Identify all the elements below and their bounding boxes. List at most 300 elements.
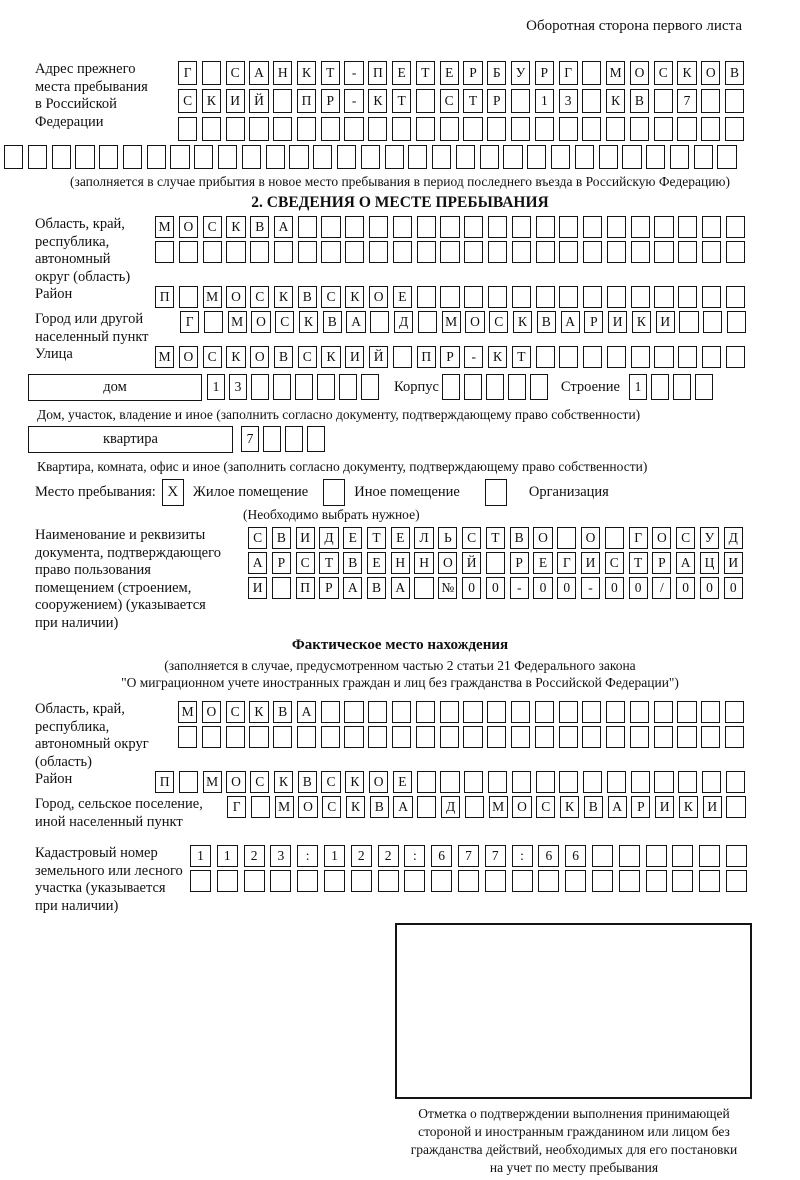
char-box[interactable]	[99, 145, 118, 169]
char-box[interactable]: -	[344, 61, 363, 85]
char-box[interactable]: О	[465, 311, 484, 333]
char-box[interactable]	[630, 726, 649, 748]
char-box[interactable]	[583, 286, 602, 308]
char-box[interactable]	[393, 241, 412, 263]
char-box[interactable]	[646, 845, 667, 867]
char-box[interactable]	[654, 726, 673, 748]
char-box[interactable]	[559, 701, 578, 723]
char-box[interactable]	[179, 286, 198, 308]
char-box[interactable]	[672, 870, 693, 892]
char-box[interactable]	[170, 145, 189, 169]
char-box[interactable]	[458, 870, 479, 892]
char-box[interactable]	[606, 701, 625, 723]
char-box[interactable]: К	[202, 89, 221, 113]
char-box[interactable]: /	[652, 577, 671, 599]
char-box[interactable]: Ь	[438, 527, 457, 549]
char-box[interactable]	[654, 89, 673, 113]
char-box[interactable]	[725, 117, 744, 141]
char-box[interactable]: А	[676, 552, 695, 574]
char-box[interactable]: Т	[463, 89, 482, 113]
char-box[interactable]: -	[581, 577, 600, 599]
char-box[interactable]: Д	[441, 796, 460, 818]
char-box[interactable]: :	[297, 845, 318, 867]
char-box[interactable]: Е	[393, 771, 412, 793]
char-box[interactable]	[416, 701, 435, 723]
char-box[interactable]	[527, 145, 546, 169]
char-box[interactable]	[393, 216, 412, 238]
char-box[interactable]	[512, 286, 531, 308]
char-box[interactable]: С	[275, 311, 294, 333]
char-box[interactable]	[702, 346, 721, 368]
char-box[interactable]	[345, 241, 364, 263]
char-box[interactable]: С	[296, 552, 315, 574]
char-box[interactable]	[416, 117, 435, 141]
char-box[interactable]	[202, 726, 221, 748]
char-box[interactable]	[361, 145, 380, 169]
char-box[interactable]: Г	[180, 311, 199, 333]
char-box[interactable]: Й	[369, 346, 388, 368]
char-box[interactable]	[619, 845, 640, 867]
char-box[interactable]	[463, 117, 482, 141]
char-box[interactable]	[414, 577, 433, 599]
char-box[interactable]: С	[440, 89, 459, 113]
char-box[interactable]	[417, 216, 436, 238]
char-box[interactable]	[417, 771, 436, 793]
char-box[interactable]: А	[248, 552, 267, 574]
char-box[interactable]	[404, 870, 425, 892]
char-box[interactable]	[263, 426, 281, 452]
char-box[interactable]: 1	[535, 89, 554, 113]
char-box[interactable]: Р	[584, 311, 603, 333]
char-box[interactable]	[392, 701, 411, 723]
char-box[interactable]: 3	[559, 89, 578, 113]
char-box[interactable]: М	[155, 216, 174, 238]
char-box[interactable]	[725, 726, 744, 748]
char-box[interactable]: М	[178, 701, 197, 723]
char-box[interactable]: 2	[378, 845, 399, 867]
char-box[interactable]	[321, 117, 340, 141]
char-box[interactable]	[559, 216, 578, 238]
char-box[interactable]: Е	[440, 61, 459, 85]
char-box[interactable]	[503, 145, 522, 169]
char-box[interactable]	[726, 241, 745, 263]
char-box[interactable]	[703, 311, 722, 333]
char-box[interactable]	[321, 701, 340, 723]
char-box[interactable]: Ц	[700, 552, 719, 574]
char-box[interactable]: 0	[557, 577, 576, 599]
char-box[interactable]: К	[560, 796, 579, 818]
char-box[interactable]	[599, 145, 618, 169]
char-box[interactable]	[606, 726, 625, 748]
char-box[interactable]	[654, 286, 673, 308]
char-box[interactable]: Д	[394, 311, 413, 333]
char-box[interactable]	[321, 216, 340, 238]
char-box[interactable]	[622, 145, 641, 169]
char-box[interactable]	[273, 89, 292, 113]
char-box[interactable]: Т	[321, 61, 340, 85]
char-box[interactable]: К	[299, 311, 318, 333]
char-box[interactable]: 1	[324, 845, 345, 867]
char-box[interactable]	[701, 89, 720, 113]
char-box[interactable]: Н	[391, 552, 410, 574]
char-box[interactable]	[147, 145, 166, 169]
char-box[interactable]: К	[679, 796, 698, 818]
char-box[interactable]	[4, 145, 23, 169]
char-box[interactable]: 0	[700, 577, 719, 599]
char-box[interactable]	[607, 286, 626, 308]
char-box[interactable]	[345, 216, 364, 238]
char-box[interactable]: А	[343, 577, 362, 599]
char-box[interactable]: 6	[565, 845, 586, 867]
char-box[interactable]	[337, 145, 356, 169]
char-box[interactable]	[298, 216, 317, 238]
char-box[interactable]	[270, 870, 291, 892]
char-box[interactable]	[266, 145, 285, 169]
char-box[interactable]	[324, 870, 345, 892]
char-box[interactable]: И	[703, 796, 722, 818]
char-box[interactable]: С	[322, 796, 341, 818]
char-box[interactable]	[654, 117, 673, 141]
char-box[interactable]	[369, 216, 388, 238]
char-box[interactable]	[440, 216, 459, 238]
char-box[interactable]: 0	[533, 577, 552, 599]
char-box[interactable]: К	[274, 771, 293, 793]
char-box[interactable]: Т	[367, 527, 386, 549]
char-box[interactable]	[416, 89, 435, 113]
char-box[interactable]	[536, 771, 555, 793]
char-box[interactable]	[456, 145, 475, 169]
char-box[interactable]: П	[297, 89, 316, 113]
char-box[interactable]	[313, 145, 332, 169]
char-box[interactable]	[361, 374, 379, 400]
char-box[interactable]	[699, 845, 720, 867]
char-box[interactable]	[631, 241, 650, 263]
char-box[interactable]: С	[226, 61, 245, 85]
char-box[interactable]: С	[298, 346, 317, 368]
char-box[interactable]	[605, 527, 624, 549]
char-box[interactable]	[583, 241, 602, 263]
apartment-type-box[interactable]: квартира	[28, 426, 233, 453]
char-box[interactable]	[202, 61, 221, 85]
char-box[interactable]: О	[179, 216, 198, 238]
char-box[interactable]: А	[393, 796, 412, 818]
char-box[interactable]: У	[511, 61, 530, 85]
char-box[interactable]	[431, 870, 452, 892]
char-box[interactable]	[678, 216, 697, 238]
char-box[interactable]: В	[630, 89, 649, 113]
char-box[interactable]	[339, 374, 357, 400]
char-box[interactable]	[179, 771, 198, 793]
char-box[interactable]: Г	[629, 527, 648, 549]
char-box[interactable]: С	[605, 552, 624, 574]
char-box[interactable]	[244, 870, 265, 892]
char-box[interactable]	[654, 771, 673, 793]
char-box[interactable]	[559, 241, 578, 263]
char-box[interactable]	[677, 117, 696, 141]
char-box[interactable]	[440, 286, 459, 308]
char-box[interactable]	[631, 771, 650, 793]
char-box[interactable]	[464, 216, 483, 238]
char-box[interactable]: О	[369, 771, 388, 793]
char-box[interactable]: К	[488, 346, 507, 368]
char-box[interactable]: И	[581, 552, 600, 574]
char-box[interactable]	[465, 796, 484, 818]
char-box[interactable]	[273, 726, 292, 748]
char-box[interactable]	[344, 726, 363, 748]
char-box[interactable]	[607, 241, 626, 263]
char-box[interactable]	[678, 241, 697, 263]
char-box[interactable]: И	[226, 89, 245, 113]
char-box[interactable]	[28, 145, 47, 169]
char-box[interactable]: Р	[463, 61, 482, 85]
char-box[interactable]: Г	[227, 796, 246, 818]
char-box[interactable]	[298, 241, 317, 263]
char-box[interactable]: К	[297, 61, 316, 85]
char-box[interactable]	[530, 374, 548, 400]
char-box[interactable]	[226, 117, 245, 141]
char-box[interactable]	[317, 374, 335, 400]
stay-type-checkbox-organization[interactable]	[485, 479, 507, 506]
char-box[interactable]: 1	[217, 845, 238, 867]
char-box[interactable]	[307, 426, 325, 452]
char-box[interactable]	[677, 726, 696, 748]
char-box[interactable]: В	[510, 527, 529, 549]
char-box[interactable]: К	[346, 796, 365, 818]
char-box[interactable]	[582, 726, 601, 748]
char-box[interactable]	[488, 286, 507, 308]
char-box[interactable]: И	[656, 311, 675, 333]
char-box[interactable]: С	[489, 311, 508, 333]
char-box[interactable]	[606, 117, 625, 141]
char-box[interactable]: Е	[367, 552, 386, 574]
char-box[interactable]	[670, 145, 689, 169]
char-box[interactable]: -	[344, 89, 363, 113]
char-box[interactable]: П	[155, 286, 174, 308]
char-box[interactable]	[536, 346, 555, 368]
char-box[interactable]: Н	[273, 61, 292, 85]
char-box[interactable]	[630, 701, 649, 723]
char-box[interactable]: 7	[485, 845, 506, 867]
char-box[interactable]: М	[203, 771, 222, 793]
char-box[interactable]	[702, 771, 721, 793]
char-box[interactable]: У	[700, 527, 719, 549]
char-box[interactable]: 0	[629, 577, 648, 599]
char-box[interactable]: К	[677, 61, 696, 85]
char-box[interactable]: О	[701, 61, 720, 85]
char-box[interactable]: О	[250, 346, 269, 368]
char-box[interactable]: С	[462, 527, 481, 549]
char-box[interactable]	[226, 241, 245, 263]
char-box[interactable]: К	[226, 346, 245, 368]
char-box[interactable]: К	[321, 346, 340, 368]
char-box[interactable]	[582, 61, 601, 85]
char-box[interactable]	[463, 726, 482, 748]
char-box[interactable]: 1	[207, 374, 225, 400]
char-box[interactable]: Г	[559, 61, 578, 85]
char-box[interactable]	[486, 374, 504, 400]
char-box[interactable]	[368, 117, 387, 141]
char-box[interactable]: 7	[241, 426, 259, 452]
char-box[interactable]: 2	[244, 845, 265, 867]
char-box[interactable]: С	[250, 771, 269, 793]
char-box[interactable]: С	[321, 771, 340, 793]
char-box[interactable]	[511, 726, 530, 748]
char-box[interactable]: В	[250, 216, 269, 238]
char-box[interactable]	[155, 241, 174, 263]
char-box[interactable]	[631, 216, 650, 238]
char-box[interactable]: С	[248, 527, 267, 549]
char-box[interactable]: Т	[319, 552, 338, 574]
char-box[interactable]	[583, 216, 602, 238]
char-box[interactable]: М	[228, 311, 247, 333]
char-box[interactable]	[607, 216, 626, 238]
char-box[interactable]: 6	[431, 845, 452, 867]
char-box[interactable]	[242, 145, 261, 169]
char-box[interactable]: С	[203, 346, 222, 368]
char-box[interactable]	[178, 117, 197, 141]
char-box[interactable]	[727, 311, 746, 333]
char-box[interactable]	[179, 241, 198, 263]
char-box[interactable]: А	[249, 61, 268, 85]
char-box[interactable]: Т	[512, 346, 531, 368]
char-box[interactable]	[654, 346, 673, 368]
char-box[interactable]	[487, 726, 506, 748]
char-box[interactable]: А	[274, 216, 293, 238]
char-box[interactable]	[512, 241, 531, 263]
char-box[interactable]: Й	[462, 552, 481, 574]
char-box[interactable]	[393, 346, 412, 368]
char-box[interactable]	[464, 374, 482, 400]
char-box[interactable]	[651, 374, 669, 400]
char-box[interactable]	[511, 89, 530, 113]
char-box[interactable]	[485, 870, 506, 892]
char-box[interactable]	[536, 286, 555, 308]
char-box[interactable]: Б	[487, 61, 506, 85]
char-box[interactable]: 7	[458, 845, 479, 867]
char-box[interactable]	[321, 241, 340, 263]
char-box[interactable]	[702, 216, 721, 238]
char-box[interactable]	[378, 870, 399, 892]
char-box[interactable]	[202, 117, 221, 141]
char-box[interactable]	[217, 870, 238, 892]
char-box[interactable]: А	[297, 701, 316, 723]
char-box[interactable]	[646, 145, 665, 169]
char-box[interactable]	[551, 145, 570, 169]
char-box[interactable]: О	[179, 346, 198, 368]
char-box[interactable]	[190, 870, 211, 892]
char-box[interactable]: :	[404, 845, 425, 867]
char-box[interactable]: Е	[391, 527, 410, 549]
char-box[interactable]: В	[273, 701, 292, 723]
char-box[interactable]	[487, 117, 506, 141]
char-box[interactable]: И	[296, 527, 315, 549]
char-box[interactable]	[535, 701, 554, 723]
char-box[interactable]	[726, 845, 747, 867]
char-box[interactable]: Л	[414, 527, 433, 549]
char-box[interactable]: Е	[392, 61, 411, 85]
char-box[interactable]	[408, 145, 427, 169]
char-box[interactable]: Е	[393, 286, 412, 308]
char-box[interactable]: К	[513, 311, 532, 333]
char-box[interactable]: К	[606, 89, 625, 113]
char-box[interactable]	[592, 870, 613, 892]
char-box[interactable]	[557, 527, 576, 549]
char-box[interactable]: С	[536, 796, 555, 818]
char-box[interactable]	[582, 701, 601, 723]
char-box[interactable]	[726, 796, 745, 818]
char-box[interactable]	[701, 726, 720, 748]
char-box[interactable]	[297, 726, 316, 748]
char-box[interactable]: 2	[351, 845, 372, 867]
char-box[interactable]	[559, 771, 578, 793]
char-box[interactable]: П	[296, 577, 315, 599]
char-box[interactable]: М	[155, 346, 174, 368]
char-box[interactable]: В	[323, 311, 342, 333]
char-box[interactable]	[392, 117, 411, 141]
char-box[interactable]: С	[226, 701, 245, 723]
stay-type-checkbox-other[interactable]	[323, 479, 345, 506]
char-box[interactable]: Р	[652, 552, 671, 574]
char-box[interactable]: П	[155, 771, 174, 793]
char-box[interactable]: В	[370, 796, 389, 818]
char-box[interactable]: В	[298, 286, 317, 308]
char-box[interactable]	[559, 117, 578, 141]
char-box[interactable]: И	[248, 577, 267, 599]
char-box[interactable]: М	[203, 286, 222, 308]
char-box[interactable]: Н	[414, 552, 433, 574]
char-box[interactable]: Г	[557, 552, 576, 574]
char-box[interactable]	[559, 346, 578, 368]
char-box[interactable]	[679, 311, 698, 333]
char-box[interactable]	[538, 870, 559, 892]
char-box[interactable]	[194, 145, 213, 169]
char-box[interactable]	[536, 241, 555, 263]
char-box[interactable]	[592, 845, 613, 867]
char-box[interactable]: 3	[270, 845, 291, 867]
char-box[interactable]: А	[346, 311, 365, 333]
char-box[interactable]: С	[203, 216, 222, 238]
char-box[interactable]	[695, 374, 713, 400]
char-box[interactable]: 0	[724, 577, 743, 599]
char-box[interactable]	[535, 726, 554, 748]
char-box[interactable]	[351, 870, 372, 892]
char-box[interactable]: Р	[510, 552, 529, 574]
char-box[interactable]: О	[581, 527, 600, 549]
char-box[interactable]	[297, 870, 318, 892]
char-box[interactable]	[440, 117, 459, 141]
char-box[interactable]: С	[654, 61, 673, 85]
char-box[interactable]	[249, 726, 268, 748]
char-box[interactable]: С	[250, 286, 269, 308]
char-box[interactable]	[369, 241, 388, 263]
char-box[interactable]	[464, 286, 483, 308]
char-box[interactable]: С	[178, 89, 197, 113]
char-box[interactable]	[368, 701, 387, 723]
char-box[interactable]	[673, 374, 691, 400]
char-box[interactable]: 7	[677, 89, 696, 113]
char-box[interactable]: 1	[629, 374, 647, 400]
char-box[interactable]: М	[275, 796, 294, 818]
char-box[interactable]	[701, 701, 720, 723]
char-box[interactable]	[699, 870, 720, 892]
char-box[interactable]	[725, 701, 744, 723]
char-box[interactable]	[432, 145, 451, 169]
char-box[interactable]: А	[391, 577, 410, 599]
char-box[interactable]: Р	[319, 577, 338, 599]
char-box[interactable]	[508, 374, 526, 400]
char-box[interactable]	[251, 374, 269, 400]
char-box[interactable]: О	[652, 527, 671, 549]
